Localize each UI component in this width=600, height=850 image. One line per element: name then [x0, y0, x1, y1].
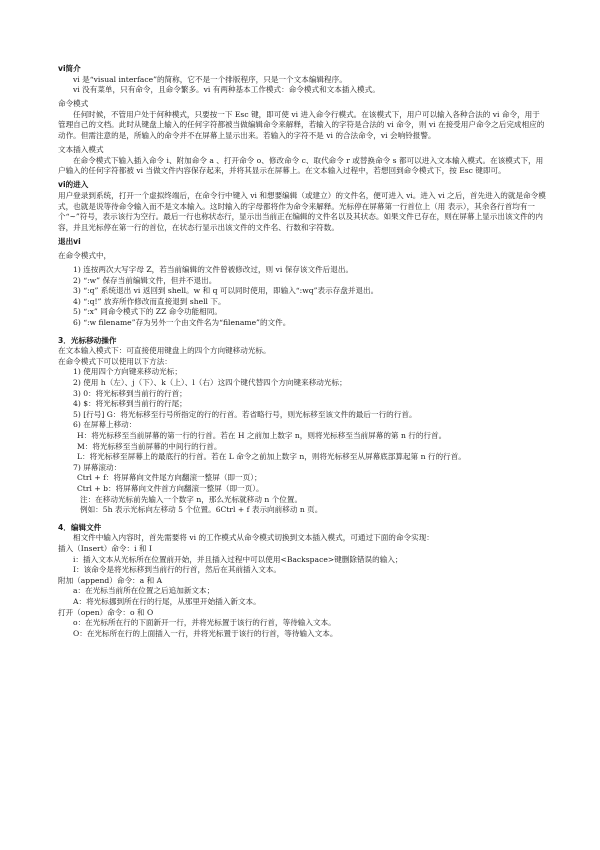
insert-command-title: 插入（Insert）命令：i 和 I	[58, 543, 152, 553]
command-mode-heading: 命令模式	[58, 99, 89, 109]
exit-command-list	[58, 265, 546, 329]
insert-command-i: i：插入文本从光标所在位置前开始，并且插入过程中可以使用<Backspace>键删除错误的输入；	[73, 554, 403, 564]
list-item: 7) 屏幕滚动：	[73, 462, 122, 472]
cursor-method-list	[58, 367, 546, 431]
command-mode-paragraph: 任何时候，不管用户处于何种模式，只要按一下 Esc 键，即可使 vi 进入命令行模式。在该模式下，用户可以输入各种合法的 vi 命令，用于管理自己的文档。此时从键盘上输入的任何字符都被当做编辑命令来解释，若输入的字符是合法的 vi 命令，则 vi 在接受用户命令之后完成相应的动作。但需注意的是，所输入的命令并不在屏幕上显示出来。若输入的字符不是 vi 的合法命令，vi 会响铃报警。	[58, 109, 545, 141]
list-item: L：将光标移至屏幕上的最底行的行首。若在 L 命令之前加上数字 n，则将光标移至从屏幕底部算起第 n 行的行首。	[77, 452, 466, 462]
intro-paragraph: vi 是“visual interface”的简称，它不是一个排版程序，只是一个文本编辑程序。	[73, 74, 347, 84]
edit-heading: 4．编辑文件	[58, 522, 102, 532]
append-command-title: 附加（append）命令：a 和 A	[58, 575, 163, 585]
list-item: 1) 使用四个方向键来移动光标；	[73, 367, 182, 377]
list-item: 2) “:w” 保存当前编辑文件，但并不退出。	[73, 275, 217, 285]
cursor-heading: 3．光标移动操作	[58, 335, 117, 345]
open-command-O: O：在光标所在行的上面插入一行，并将光标置于该行的行首，等待输入文本。	[73, 628, 338, 638]
list-item: 6) 在屏幕上移动：	[73, 420, 137, 430]
list-item: Ctrl + f：将屏幕向文件尾方向翻滚一整屏（即一页）；	[77, 473, 262, 483]
edit-intro: 相文件中输入内容时，首先需要将 vi 的工作模式从命令模式切换到文本插入模式，可通过下面的命令实现：	[73, 533, 434, 543]
scroll-section	[58, 463, 546, 474]
cursor-example: 例如：5h 表示光标向左移动 5 个位置。6Ctrl + f 表示向前移动 n 页。	[80, 505, 323, 515]
list-item: 2) 使用 h（左）、j（下）、k（上）、l（右）这四个键代替四个方向键来移动光标；	[73, 378, 347, 388]
list-item: 3) “:q” 系统退出 vi 返回到 shell。w 和 q 可以同时使用，即输入“:wq”表示存盘并退出。	[73, 286, 379, 296]
document-page	[58, 64, 546, 639]
list-item: Ctrl + b：将屏幕向文件首方向翻滚一整屏（即一页）。	[77, 483, 264, 493]
insert-mode-heading: 文本插入模式	[58, 145, 104, 155]
scroll-list	[58, 473, 546, 494]
screen-move-list	[58, 431, 546, 463]
append-command-a: a：在光标当前所在位置之后追加新文本；	[73, 586, 215, 596]
list-item: 4) “:q!” 放弃所作修改而直接退到 shell 下。	[73, 296, 226, 306]
list-item: M：将光标移至当前屏幕的中间行的行首。	[77, 441, 222, 451]
entering-heading: vi的进入	[58, 180, 89, 190]
intro-paragraph: vi 没有菜单，只有命令，且命令繁多。vi 有两种基本工作模式：命令模式和文本插入模式。	[73, 85, 380, 95]
insert-mode-paragraph: 在命令模式下输入插入命令 i、附加命令 a 、打开命令 o、修改命令 c、取代命令 r 或替换命令 s 都可以进入文本输入模式。在该模式下，用户输入的任何字符都被 vi 当做文件内容保存起来，并将其显示在屏幕上。在文本输入过程中，若想回到命令模式下，按 Esc 键即可。	[58, 155, 544, 176]
entering-paragraph: 用户登录到系统，打开一个虚拟终端后，在命令行中键入 vi 和想要编辑（或建立）的文件名，便可进入 vi。进入 vi 之后，首先进入的就是命令模式，也就是说等待命令输入而不是文本输入。这时输入的字母都将作为命令来解释。光标停在屏幕第一行首位上（用 表示），其余各行首均有一个“~”符号，表示该行为空行。最后一行也称状态行，显示出当前正在编辑的文件名以及其状态。如果文件已存在，则在屏幕上显示出该文件的内容，并且光标停在第一行的首位，在状态行显示出该文件的文件名、行数和字符数。	[58, 191, 546, 232]
list-item: 1) 连按两次大写字母 Z，若当前编辑的文件曾被修改过，则 vi 保存该文件后退出。	[73, 265, 354, 275]
exit-lead: 在命令模式中，	[58, 251, 112, 260]
list-item: 3) 0：将光标移到当前行的行首；	[73, 388, 187, 398]
insert-command-I: I：该命令是将光标移到当前行的行首，然后在其前插入文本。	[73, 565, 282, 575]
list-item: H：将光标移至当前屏幕的第一行的行首。若在 H 之前加上数字 n，则将光标移至当前屏幕的第 n 行的行首。	[77, 431, 447, 440]
list-item: 5) [行号] G：将光标移至行号所指定的行的行首。若省略行号，则光标移至该文件的最后一行的行首。	[73, 409, 417, 419]
cursor-line: 在文本输入模式下：可直接使用键盘上的四个方向键移动光标。	[58, 346, 271, 356]
cursor-line: 在命令模式下可以使用以下方法：	[58, 356, 172, 366]
exit-heading: 退出vi	[58, 236, 81, 246]
cursor-note: 注：在移动光标前先输入一个数字 n，那么光标就移动 n 个位置。	[80, 494, 303, 504]
list-item: 5) “:x” 同命令模式下的 ZZ 命令功能相同。	[73, 307, 222, 317]
list-item: 6) “:w filename”存为另外一个由文件名为“filename”的文件。	[73, 318, 291, 328]
intro-heading: vi简介	[58, 64, 81, 73]
append-command-A: A：将光标挪到所在行的行尾，从那里开始插入新文本。	[73, 596, 261, 606]
open-command-o: o：在光标所在行的下面新开一行，并将光标置于该行的行首，等待输入文本。	[73, 618, 336, 628]
list-item: 4) $：将光标移到当前行的行尾；	[73, 399, 187, 409]
open-command-title: 打开（open）命令：o 和 O	[58, 607, 154, 617]
